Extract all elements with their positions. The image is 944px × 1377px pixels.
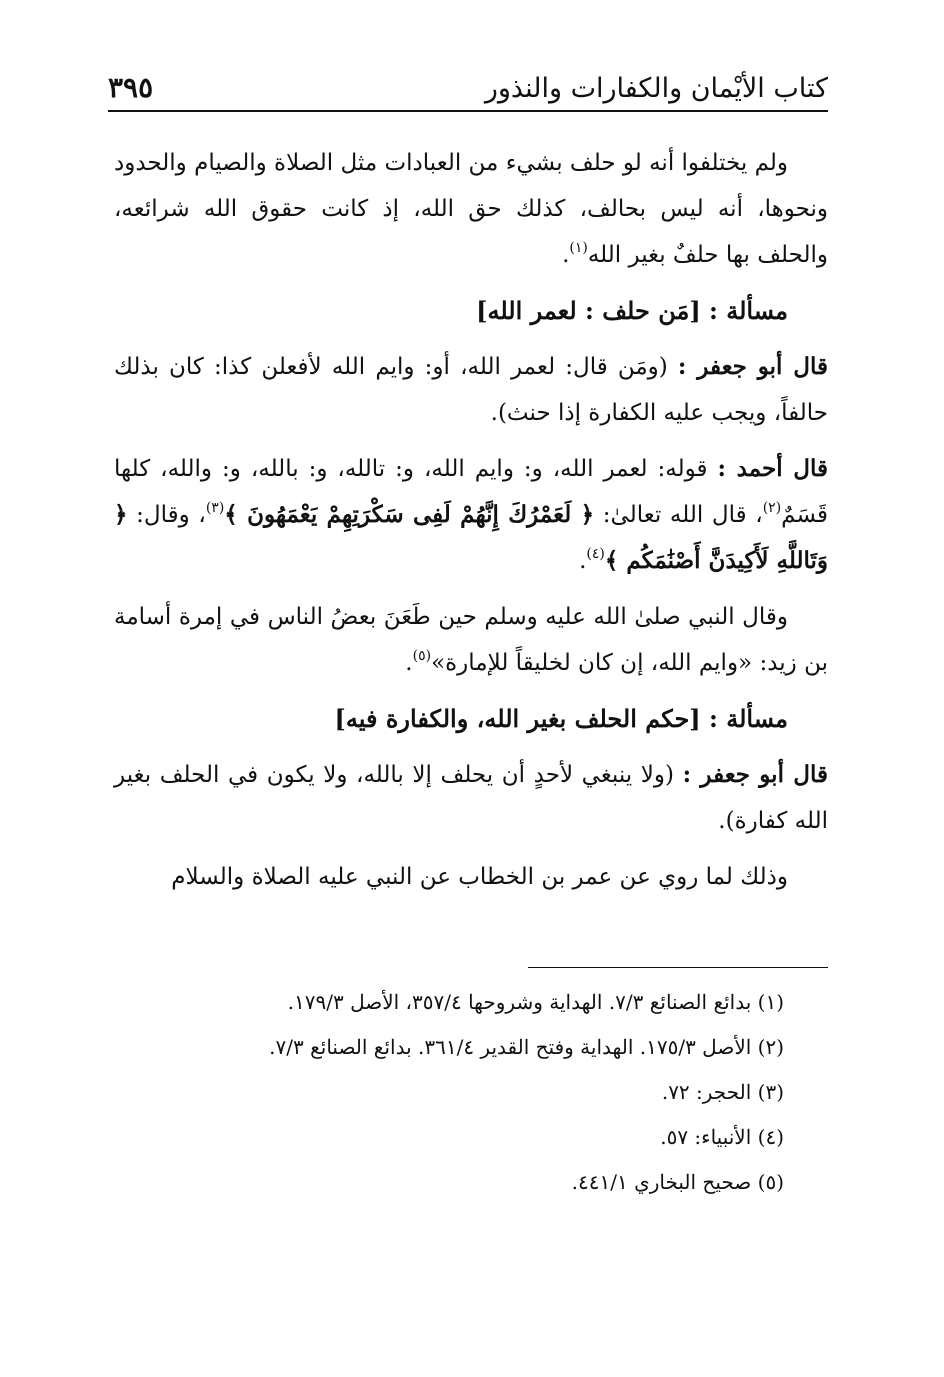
speaker-label: قال أبو جعفر : [682,761,828,788]
footnote-ref-3: (٣) [205,500,225,516]
page-number: ٣٩٥ [108,71,154,104]
paragraph-1 [114,140,828,278]
section-heading-2: مسألة : [حكم الحلف بغير الله، والكفارة فيه] [334,704,788,733]
running-header [108,62,828,112]
paragraph-text: (ومَن قال: لعمر الله، أو: وايم الله لأفعلن كذا: كان بذلك حالفاً، ويجب عليه الكفارة إذا حنث). [114,354,828,426]
paragraph-text: ، وقال: [127,502,206,528]
paragraph-text: (ولا ينبغي لأحدٍ أن يحلف إلا بالله، ولا يكون في الحلف بغير الله كفارة). [114,762,828,834]
footnote-1: (١) بدائع الصنائع ٧/٣. الهداية وشروحها ٣٥٧/٤، الأصل ١٧٩/٣. [287,990,784,1014]
paragraph-text: ، قال الله تعالىٰ: [594,502,763,528]
footnote-4: (٤) الأنبياء: ٥٧. [660,1125,784,1149]
punctuation: . [562,242,570,268]
quran-verse-1: ﴿ لَعَمْرُكَ إِنَّهُمْ لَفِى سَكْرَتِهِمْ يَعْمَهُونَ ﴾ [224,501,595,528]
footnote-ref-2: (٢) [762,500,782,516]
paragraph-6 [114,854,828,900]
footnotes [114,980,784,1205]
quran-verse-2: ﴿ وَتَاللَّهِ لَأَكِيدَنَّ أَصْنَٰمَكُم ﴾ [114,501,828,574]
footnote-3: (٣) الحجر: ٧٢. [661,1080,784,1104]
main-text [114,140,828,910]
punctuation: . [405,650,413,676]
paragraph-text: وذلك لما روي عن عمر بن الخطاب عن النبي عليه الصلاة والسلام [171,864,788,890]
footnote-5: (٥) صحيح البخاري ٤٤١/١. [571,1170,784,1194]
speaker-label: قال أحمد : [717,455,828,482]
footnote-ref-4: (٤) [586,546,605,562]
footnote-separator [528,967,828,968]
footnote-2: (٢) الأصل ١٧٥/٣. الهداية وفتح القدير ٣٦١/٤. بدائع الصنائع ٧/٣. [269,1035,784,1059]
speaker-label: قال أبو جعفر : [677,353,828,380]
paragraph-4 [114,594,828,686]
paragraph-text: قوله: لعمر الله، و: وايم الله، و: تالله، و: بالله، و: والله، كلها قَسَمٌ [114,456,828,528]
paragraph-5 [114,752,828,844]
paragraph-2 [114,344,828,436]
footnote-ref-1: (١) [569,240,588,256]
chapter-title: كتاب الأيْمان والكفارات والنذور [484,73,828,104]
punctuation: . [579,548,587,574]
footnote-ref-5: (٥) [412,648,432,664]
section-heading-1: مسألة : [مَن حلف : لعمر الله] [476,296,788,325]
paragraph-3 [114,446,828,584]
paragraph-text: وقال النبي صلىٰ الله عليه وسلم حين طَعَنَ بعضُ الناس في إمرة أسامة بن زيد: «وايم الله، إن كان لخليقاً للإمارة» [114,604,828,676]
paragraph-text: ولم يختلفوا أنه لو حلف بشيء من العبادات مثل الصلاة والصيام والحدود ونحوها، أنه ليس بحالف، كذلك حق الله، إذ كانت حقوق الله شرائعه، والحلف بها حلفٌ بغير الله [114,150,828,268]
